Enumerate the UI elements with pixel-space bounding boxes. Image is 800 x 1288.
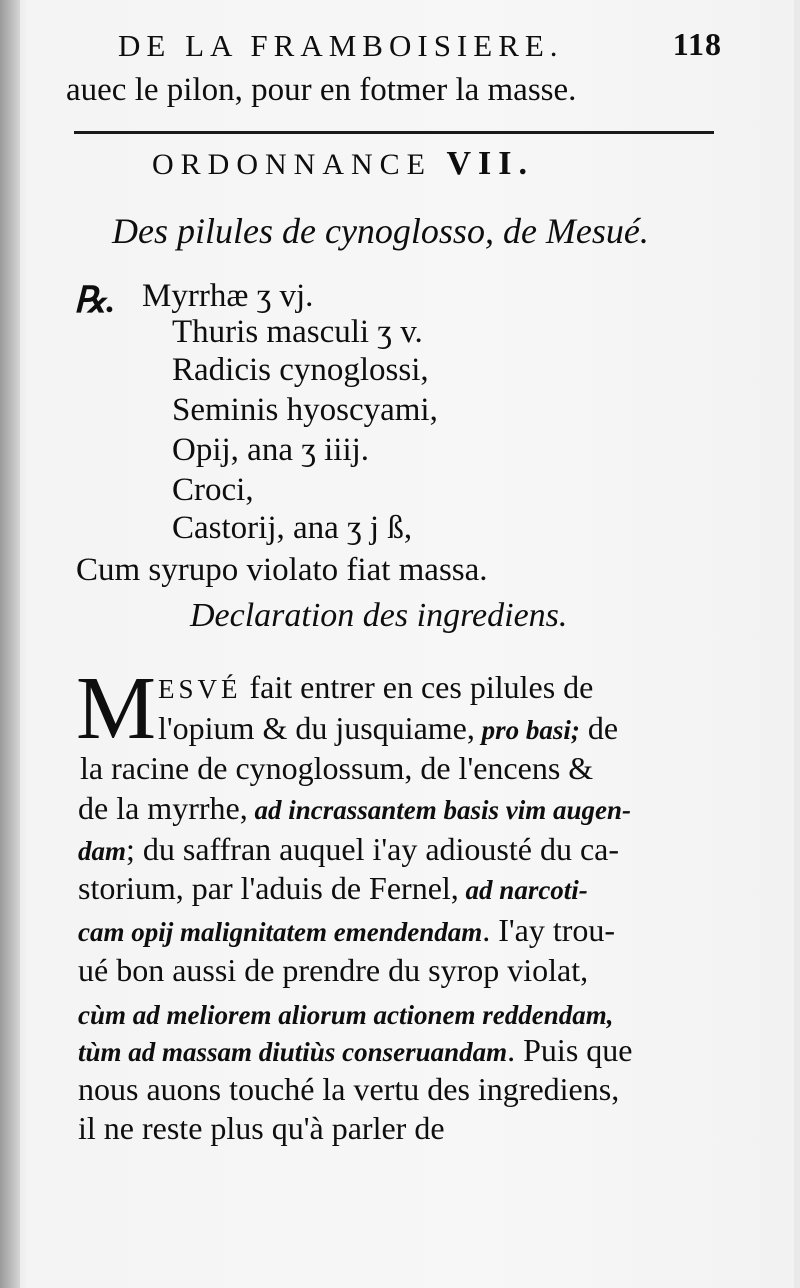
line-text: de: [579, 710, 619, 746]
paragraph-line: il ne reste plus qu'à parler de: [78, 1110, 445, 1146]
paragraph-line: nous auons touché la vertu des ingrediens,: [78, 1071, 620, 1107]
ingredient-line: Seminis hyoscyami,: [172, 392, 438, 428]
latin-phrase: cùm ad meliorem aliorum actionem reddendam,: [78, 1000, 614, 1030]
running-title: DE LA FRAMBOISIERE.: [118, 28, 564, 63]
line-text: de la myrrhe,: [78, 790, 248, 826]
recipe-symbol: ℞.: [74, 280, 116, 320]
ingredient-line: Opij, ana ʒ iiij.: [172, 432, 370, 468]
ordonnance-number: VII.: [446, 145, 535, 182]
continuation-line: auec le pilon, pour en fotmer la masse.: [66, 72, 577, 108]
ingredient-line: Myrrhæ ʒ vj.: [142, 278, 314, 314]
line-text: . I'ay trou-: [482, 912, 616, 948]
paragraph-line: ué bon aussi de prendre du syrop violat,: [78, 952, 589, 988]
paragraph-line: [78, 995, 614, 1032]
paragraph-line: [78, 912, 615, 949]
paragraph-line: [78, 870, 588, 907]
line-text: l'opium & du jusquiame,: [158, 710, 475, 746]
paragraph-line: la racine de cynoglossum, de l'encens &: [80, 750, 594, 786]
recipe-title: Des pilules de cynoglosso, de Mesué.: [112, 211, 649, 251]
latin-phrase: tùm ad massam diutiùs conseruandam: [78, 1037, 508, 1067]
ingredient-line: Radicis cynoglossi,: [172, 352, 429, 388]
page-number: 118: [672, 26, 722, 62]
page-gutter-shadow: [0, 0, 20, 1288]
paragraph-line: [78, 790, 631, 827]
page-edge: [794, 0, 800, 1288]
section-title: Declaration des ingrediens.: [190, 597, 568, 634]
paragraph-line: [78, 831, 619, 868]
small-caps-name: ESVÉ: [158, 674, 242, 704]
latin-phrase: dam: [78, 836, 127, 866]
paragraph-line: [78, 1032, 632, 1069]
latin-phrase: ad incrassantem basis vim augen-: [247, 795, 631, 825]
paragraph-line: [158, 710, 618, 747]
ingredient-line: Castorij, ana ʒ j ß,: [172, 510, 413, 546]
line-text: . Puis que: [507, 1032, 633, 1068]
line-text: ; du saffran auquel i'ay adiousté du ca-: [126, 831, 620, 867]
line-text: fait entrer en ces pilules de: [241, 669, 594, 705]
ingredient-line: Thuris masculi ʒ v.: [172, 314, 423, 350]
latin-phrase: pro basi;: [474, 715, 580, 745]
ordonnance-heading: [152, 145, 534, 183]
ordonnance-label: ORDONNANCE: [152, 148, 432, 181]
line-text: storium, par l'aduis de Fernel,: [78, 870, 459, 906]
recipe-instruction: Cum syrupo violato fiat massa.: [76, 552, 488, 588]
latin-phrase: ad narcoti-: [458, 875, 588, 905]
drop-cap: M: [76, 659, 157, 758]
latin-phrase: cam opij malignitatem emendendam: [78, 917, 483, 947]
separator-rule: [74, 131, 714, 134]
ingredient-line: Croci,: [172, 472, 254, 508]
paragraph-line: [158, 669, 593, 706]
